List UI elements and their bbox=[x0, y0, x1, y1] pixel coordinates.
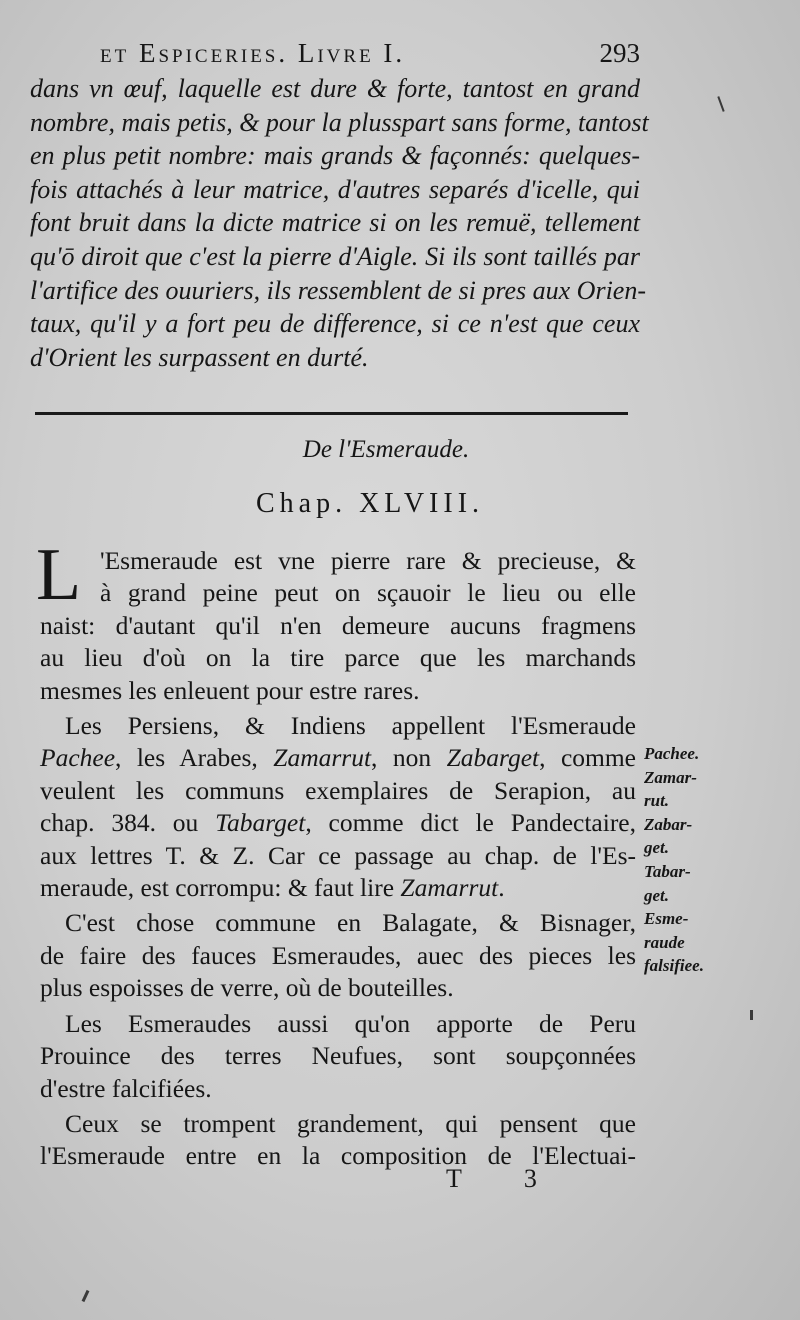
text-line bbox=[40, 710, 636, 742]
text-segment: , les Arabes, bbox=[115, 743, 274, 773]
section-divider-rule bbox=[35, 412, 628, 415]
printer-signature-mark: T 3 bbox=[446, 1164, 565, 1193]
text-segment: plus espoisses de verre, où de bouteilles. bbox=[40, 973, 454, 1003]
text-segment: . bbox=[498, 873, 505, 903]
italic-term: Zabarget bbox=[446, 743, 540, 773]
text-segment: Ceux se trompent grandement, qui pensent que bbox=[65, 1108, 636, 1138]
text-line: fois attachés à leur matrice, d'autres separés d'icelle, qui bbox=[30, 174, 640, 204]
text-line bbox=[40, 1040, 636, 1072]
italic-term: Pachee bbox=[40, 743, 116, 773]
text-segment: , non bbox=[371, 743, 447, 773]
text-segment: Prouince des terres Neufues, sont soupçonnées bbox=[40, 1041, 636, 1071]
section-title: De l'Esmeraude. bbox=[302, 436, 470, 463]
page-number: 293 bbox=[599, 38, 640, 68]
text-line bbox=[40, 642, 636, 674]
drop-cap: L bbox=[36, 534, 82, 616]
ink-speck bbox=[750, 1010, 753, 1020]
text-line bbox=[40, 675, 636, 707]
text-segment: à grand peine peut on sçauoir le lieu ou elle bbox=[100, 578, 636, 608]
page-header bbox=[100, 38, 640, 70]
ink-speck bbox=[717, 96, 724, 112]
text-line bbox=[40, 1008, 636, 1040]
text-line bbox=[40, 545, 636, 577]
text-line: qu'ō diroit que c'est la pierre d'Aigle. Si ils sont taillés par bbox=[30, 241, 640, 271]
chapter-heading: Chap. XLVIII. bbox=[255, 488, 485, 519]
text-line bbox=[40, 742, 636, 774]
text-segment: naist: d'autant qu'il n'en demeure aucuns fragmens bbox=[40, 610, 636, 640]
text-line: nombre, mais petis, & pour la plusspart sans forme, tantost bbox=[30, 107, 649, 137]
text-line bbox=[40, 972, 636, 1004]
text-line bbox=[40, 872, 636, 904]
text-line: taux, qu'il y a fort peu de difference, si ce n'est que ceux bbox=[30, 309, 640, 339]
text-line: l'artifice des ouuriers, ils ressemblent de si pres aux Orien- bbox=[30, 275, 647, 305]
text-segment: C'est chose commune en Balagate, & Bisnager, bbox=[65, 908, 636, 938]
margin-note: Tabar- bbox=[644, 861, 691, 881]
text-segment: 'Esmeraude est vne pierre rare & precieuse, & bbox=[100, 546, 636, 575]
text-line bbox=[40, 807, 636, 839]
margin-note: Zamar- bbox=[644, 767, 697, 787]
margin-note: get. bbox=[644, 885, 670, 905]
italic-term: Zamarrut bbox=[400, 873, 499, 903]
text-segment: , comme dict le Pandectaire, bbox=[305, 808, 637, 838]
text-segment: d'estre falcifiées. bbox=[40, 1073, 212, 1103]
ink-speck bbox=[82, 1290, 90, 1302]
text-line bbox=[40, 610, 636, 642]
text-segment: veulent les communs exemplaires de Serapion, au bbox=[40, 775, 636, 805]
text-segment: meraude, est corrompu: & faut lire bbox=[40, 873, 401, 903]
italic-term: Zamarrut bbox=[273, 743, 372, 773]
margin-note: rut. bbox=[644, 791, 670, 811]
text-line bbox=[40, 840, 636, 872]
continued-paragraph bbox=[30, 72, 649, 374]
margin-note: raude bbox=[644, 932, 685, 952]
text-segment: de faire des fauces Esmeraudes, auec des pieces les bbox=[40, 940, 636, 970]
text-segment: , comme bbox=[539, 743, 637, 773]
chapter-body-text bbox=[40, 545, 636, 1173]
text-segment: aux lettres T. & Z. Car ce passage au chap. de l'Es- bbox=[40, 840, 636, 870]
text-line bbox=[40, 940, 636, 972]
text-segment: au lieu d'où on la tire parce que les marchands bbox=[40, 643, 636, 673]
margin-note: Esme- bbox=[644, 909, 689, 929]
text-line: dans vn œuf, laquelle est dure & forte, tantost en grand bbox=[30, 74, 640, 103]
text-line: font bruit dans la dicte matrice si on les remuë, tellement bbox=[30, 208, 640, 238]
text-segment: l'Esmeraude entre en la composition de l'Electuai- bbox=[40, 1141, 636, 1171]
text-segment: Les Esmeraudes aussi qu'on apporte de Peru bbox=[65, 1008, 636, 1038]
text-line bbox=[40, 775, 636, 807]
italic-term: Tabarget bbox=[215, 808, 306, 838]
text-line bbox=[40, 907, 636, 939]
text-segment: chap. 384. ou bbox=[40, 808, 216, 838]
text-segment: mesmes les enleuent pour estre rares. bbox=[40, 675, 420, 705]
margin-note: falsifiee. bbox=[644, 956, 704, 976]
text-line bbox=[40, 1073, 636, 1105]
text-line bbox=[40, 577, 636, 609]
marginal-notes bbox=[644, 742, 724, 978]
running-head: et Espiceries. Livre I. bbox=[100, 38, 406, 68]
text-segment: Les Persiens, & Indiens appellent l'Esmeraude bbox=[65, 711, 636, 741]
text-line: d'Orient les surpassent en durté. bbox=[30, 342, 369, 372]
margin-note: Pachee. bbox=[644, 744, 700, 763]
margin-note: get. bbox=[644, 838, 670, 858]
margin-note: Zabar- bbox=[644, 814, 693, 834]
text-line: en plus petit nombre: mais grands & façonnés: quelques- bbox=[30, 141, 640, 171]
text-line bbox=[40, 1108, 636, 1140]
